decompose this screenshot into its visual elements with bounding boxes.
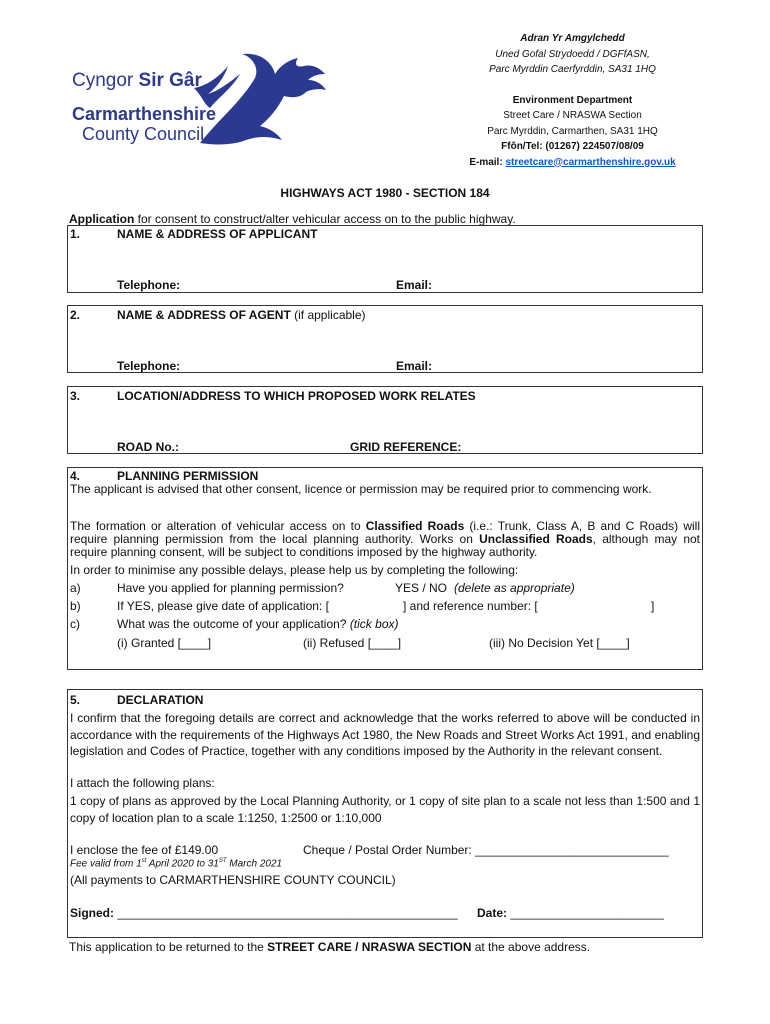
date-field[interactable] — [477, 906, 664, 920]
s1-heading: NAME & ADDRESS OF APPLICANT — [117, 227, 318, 241]
signature-field[interactable] — [70, 906, 458, 920]
footer-note — [69, 940, 590, 954]
s5-heading: DECLARATION — [117, 693, 204, 707]
s4-p2c: (i.e.: Trunk, Class A, B and C Roads) will require planning permission from the local planning authority. Works on — [70, 519, 700, 546]
s4-p1: The applicant is advised that other consent, licence or permission may be required prior to commencing work. — [70, 482, 652, 496]
s4-heading: PLANNING PERMISSION — [117, 469, 259, 483]
section-planning — [67, 467, 703, 670]
qa-options[interactable]: YES / NO — [395, 581, 448, 595]
qa-label: a) — [70, 581, 81, 595]
fee-valid-a: Fee valid from 1 — [70, 858, 142, 870]
s2-telephone-label: Telephone: — [117, 359, 181, 373]
welsh-dept: Adran Yr Amgylchedd — [520, 33, 625, 44]
section-location[interactable] — [67, 386, 703, 454]
email-label: E-mail: — [469, 156, 506, 168]
s2-email-label: Email: — [396, 359, 433, 373]
s4-p3: In order to minimise any possible delays, please help us by completing the following: — [70, 563, 519, 577]
intro-bold: Application — [69, 212, 135, 226]
qb-end: ] — [651, 599, 655, 613]
logo-line2: Carmarthenshire — [72, 104, 217, 124]
cheque-number-field[interactable]: Cheque / Postal Order Number: _____________________________ — [303, 843, 669, 857]
s3-road-label: ROAD No.: — [117, 440, 179, 454]
dept: Environment Department — [512, 94, 633, 106]
section-agent[interactable] — [67, 305, 703, 373]
signed-label: Signed: — [70, 906, 114, 920]
qc-text: What was the outcome of your application? — [117, 617, 347, 631]
s4-p2 — [70, 520, 700, 559]
s4-p2a: The formation or alteration of vehicular access on to — [70, 519, 366, 533]
s2-heading-wrap — [117, 308, 366, 322]
qa-note: (delete as appropriate) — [454, 581, 575, 595]
qb-mid: ] and reference number: [ — [403, 599, 538, 613]
s2-heading-suffix: (if applicable) — [290, 308, 366, 322]
s5-num: 5. — [70, 693, 81, 707]
s5-p2: I attach the following plans: — [70, 776, 215, 790]
fee-valid-c: March 2021 — [226, 858, 283, 870]
welsh-address: Parc Myrddin Caerfyrddin, SA31 1HQ — [489, 64, 656, 75]
s1-email-label: Email: — [396, 278, 433, 292]
s1-telephone-label: Telephone: — [117, 278, 181, 292]
qc-label: c) — [70, 617, 80, 631]
s3-grid-label: GRID REFERENCE: — [350, 440, 462, 454]
option-no-decision[interactable]: (iii) No Decision Yet [____] — [489, 636, 630, 650]
qc-text-wrap — [117, 617, 399, 631]
section: Street Care / NRASWA Section — [503, 110, 642, 121]
s4-p2e: , although may not require planning consent, will be subject to conditions imposed by the highway authority. — [70, 532, 701, 559]
s5-p1: I confirm that the foregoing details are correct and acknowledge that the works referred to above will be conducted in accordance with the requirements of the Highways Act 1980, the New Roads and Street Works Act 1991, and enabling legislation and Codes of Practice, together with any conditions imposed by the Authority in the relevant consent. — [70, 711, 700, 758]
fee-valid-sup1: st — [141, 858, 147, 864]
s4-num: 4. — [70, 469, 81, 483]
qb-label: b) — [70, 599, 81, 613]
footer-b: STREET CARE / NRASWA SECTION — [267, 940, 472, 954]
logo-line1-normal: Cyngor — [72, 70, 139, 91]
intro — [69, 212, 516, 226]
option-refused[interactable]: (ii) Refused [____] — [303, 636, 402, 650]
s2-heading: NAME & ADDRESS OF AGENT — [117, 308, 291, 322]
option-granted[interactable]: (i) Granted [____] — [117, 636, 212, 650]
phone: Ffôn/Tel: (01267) 224507/08/09 — [501, 141, 644, 152]
qb-text: If YES, please give date of application: [ — [117, 599, 329, 613]
s5-p3: 1 copy of plans as approved by the Local Planning Authority, or 1 copy of site plan to a scale not less than 1:500 and 1 copy of location plan to a scale 1:1250, 1:2500 or 1:10,000 — [70, 794, 700, 825]
qa-text: Have you applied for planning permission? — [117, 581, 344, 595]
fee-text: I enclose the fee of £149.00 — [70, 843, 219, 857]
form-title: HIGHWAYS ACT 1980 - SECTION 184 — [280, 186, 490, 200]
section-declaration — [67, 689, 703, 938]
header-address — [400, 31, 745, 170]
council-logo — [70, 48, 330, 148]
address: Parc Myrddin, Carmarthen, SA31 1HQ — [487, 125, 658, 137]
qc-note: (tick box) — [349, 617, 399, 631]
s2-num: 2. — [70, 308, 81, 322]
footer-a: This application to be returned to the — [69, 940, 268, 954]
fee-valid-sup2: ST — [218, 858, 227, 864]
logo-line1-bold: Sir Gâr — [138, 70, 202, 91]
email-link[interactable]: streetcare@carmarthenshire.gov.uk — [505, 156, 676, 168]
s3-heading: LOCATION/ADDRESS TO WHICH PROPOSED WORK RELATES — [117, 389, 476, 403]
signed-line: ___________________________________________________ — [114, 906, 458, 920]
payments-note: (All payments to CARMARTHENSHIRE COUNTY COUNCIL) — [70, 873, 396, 887]
date-line: _______________________ — [507, 906, 664, 920]
s3-num: 3. — [70, 389, 81, 403]
intro-rest: for consent to construct/alter vehicular access on to the public highway. — [134, 212, 516, 226]
footer-c: at the above address. — [471, 940, 591, 954]
s1-num: 1. — [70, 227, 81, 241]
date-label: Date: — [477, 906, 508, 920]
section-applicant[interactable] — [67, 225, 703, 293]
fee-valid — [70, 858, 282, 869]
welsh-unit: Uned Gofal Strydoedd / DGFfASN, — [495, 48, 650, 60]
s4-p2b: Classified Roads — [365, 519, 465, 533]
fee-valid-b: April 2020 to 31 — [146, 858, 219, 870]
s4-p2d: Unclassified Roads — [479, 532, 593, 546]
logo-line3: County Council — [82, 124, 205, 144]
